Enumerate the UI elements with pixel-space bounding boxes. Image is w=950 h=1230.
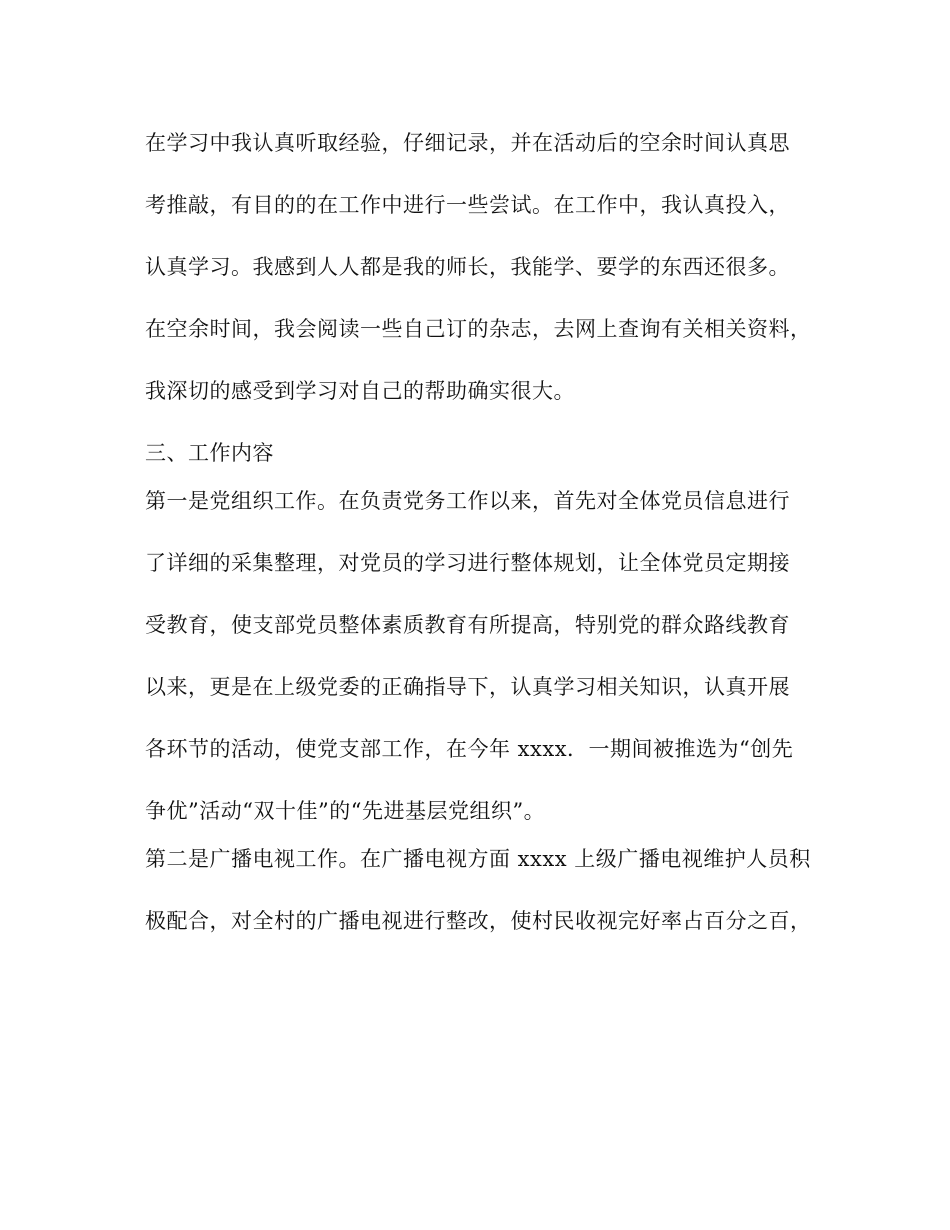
paragraph-line-4: 在空余时间，我会阅读一些自己订的杂志，去网上查询有关相关资料，	[145, 317, 812, 341]
paragraph-line-7: 了详细的采集整理，对党员的学习进行整体规划，让全体党员定期接	[145, 551, 790, 575]
paragraph-line-10: 各环节的活动，使党支部工作，在今年 xxxx．一期间被推选为“创先	[145, 737, 794, 761]
paragraph-line-11: 争优”活动“双十佳”的“先进基层党组织”。	[145, 799, 546, 823]
section-heading: 三、工作内容	[145, 441, 274, 465]
paragraph-line-5: 我深切的感受到学习对自己的帮助确实很大。	[145, 379, 575, 403]
paragraph-line-9: 以来，更是在上级党委的正确指导下，认真学习相关知识，认真开展	[145, 675, 790, 699]
paragraph-line-2: 考推敲，有目的的在工作中进行一些尝试。在工作中，我认真投入，	[145, 193, 790, 217]
paragraph-line-13: 极配合，对全村的广播电视进行整改，使村民收视完好率占百分之百，	[145, 909, 812, 933]
paragraph-line-1: 在学习中我认真听取经验，仔细记录，并在活动后的空余时间认真思	[145, 131, 790, 155]
paragraph-line-12: 第二是广播电视工作。在广播电视方面 xxxx 上级广播电视维护人员积	[145, 847, 811, 871]
paragraph-line-6: 第一是党组织工作。在负责党务工作以来，首先对全体党员信息进行	[145, 489, 790, 513]
paragraph-line-3: 认真学习。我感到人人都是我的师长，我能学、要学的东西还很多。	[145, 255, 790, 279]
paragraph-line-8: 受教育，使支部党员整体素质教育有所提高，特别党的群众路线教育	[145, 613, 790, 637]
